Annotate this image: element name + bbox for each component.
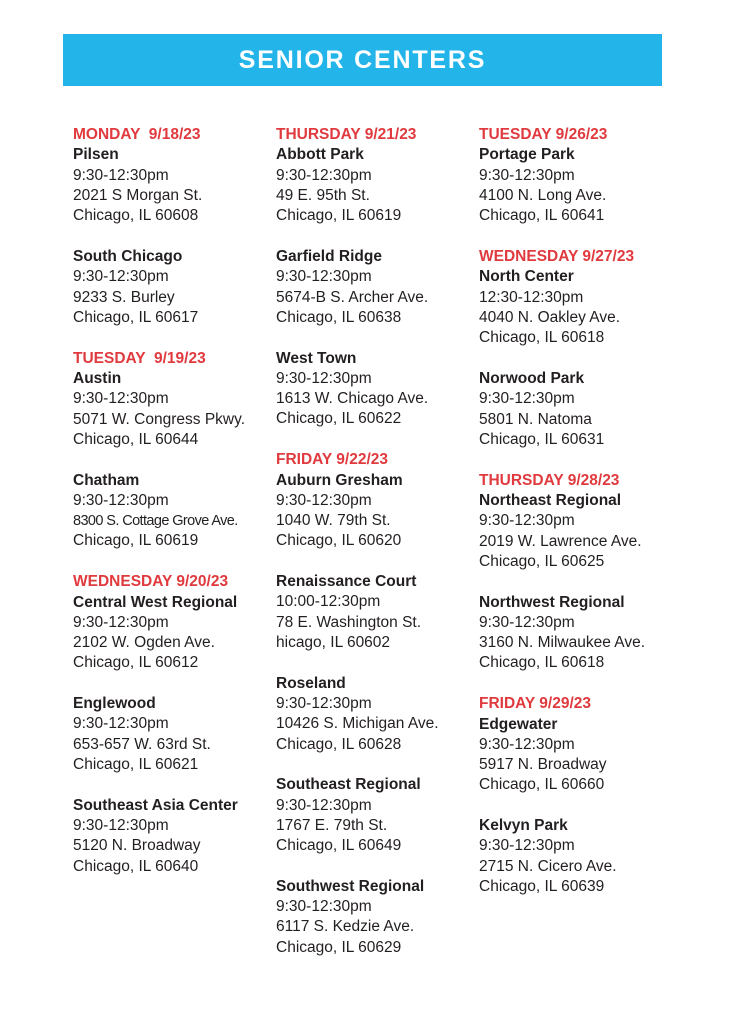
- center-hours: 10:00-12:30pm: [276, 593, 381, 611]
- center-city: Chicago, IL 60644: [73, 430, 199, 448]
- center-hours: 9:30-12:30pm: [73, 816, 169, 834]
- day-heading: TUESDAY 9/19/23: [73, 349, 206, 367]
- center-name: Pilsen: [73, 146, 119, 164]
- title-banner: [63, 34, 662, 86]
- center-address: 5120 N. Broadway: [73, 837, 201, 855]
- center-hours: 9:30-12:30pm: [479, 512, 575, 530]
- center-name: Northwest Regional: [479, 593, 625, 611]
- center-hours: 9:30-12:30pm: [73, 268, 169, 286]
- day-group: [479, 125, 684, 227]
- center-listing: [276, 145, 481, 226]
- center-hours: 9:30-12:30pm: [276, 268, 372, 286]
- day-group: [479, 471, 684, 674]
- center-listing: [73, 471, 278, 552]
- center-name: Portage Park: [479, 146, 575, 164]
- center-listing: [73, 593, 278, 674]
- center-name: West Town: [276, 349, 357, 367]
- center-city: Chicago, IL 60660: [479, 776, 605, 794]
- day-group: [73, 125, 278, 328]
- center-listing: [276, 349, 481, 430]
- center-address: 5801 N. Natoma: [479, 410, 592, 428]
- day-heading: TUESDAY 9/26/23: [479, 126, 608, 143]
- center-name: Edgewater: [479, 715, 558, 733]
- center-city: Chicago, IL 60618: [479, 329, 605, 347]
- center-address: 78 E. Washington St.: [276, 613, 422, 631]
- center-hours: 9:30-12:30pm: [73, 390, 169, 408]
- center-city: Chicago, IL 60608: [73, 207, 199, 225]
- center-listing: [73, 694, 278, 775]
- center-name: Garfield Ridge: [276, 247, 382, 265]
- center-hours: 9:30-12:30pm: [479, 613, 575, 631]
- center-address: 2021 S Morgan St.: [73, 187, 203, 204]
- center-address: 1613 W. Chicago Ave.: [276, 390, 429, 408]
- center-address: 9233 S. Burley: [73, 288, 175, 306]
- center-listing: [479, 491, 684, 572]
- day-heading: FRIDAY 9/22/23: [276, 451, 389, 469]
- center-listing: [73, 145, 278, 226]
- center-hours: 9:30-12:30pm: [276, 898, 372, 916]
- page-title: SENIOR CENTERS: [238, 45, 487, 74]
- center-city: Chicago, IL 60640: [73, 857, 199, 875]
- center-listing: [73, 369, 278, 450]
- day-heading: THURSDAY 9/28/23: [479, 471, 620, 489]
- center-hours: 9:30-12:30pm: [479, 390, 575, 408]
- center-listing: [73, 796, 278, 877]
- center-city: Chicago, IL 60641: [479, 207, 605, 225]
- center-name: North Center: [479, 268, 574, 286]
- center-city: Chicago, IL 60619: [73, 532, 199, 550]
- center-city: Chicago, IL 60629: [276, 938, 402, 956]
- day-heading: WEDNESDAY 9/20/23: [73, 573, 229, 591]
- center-hours: 12:30-12:30pm: [479, 288, 584, 306]
- center-address: 8300 S. Cottage Grove Ave.: [73, 513, 238, 530]
- center-listing: [276, 775, 481, 856]
- center-name: Auburn Gresham: [276, 471, 403, 489]
- center-hours: 9:30-12:30pm: [276, 166, 372, 184]
- center-address: 2102 W. Ogden Ave.: [73, 634, 215, 652]
- center-hours: 9:30-12:30pm: [276, 796, 372, 814]
- center-listing: [479, 267, 684, 348]
- center-city: Chicago, IL 60621: [73, 756, 199, 773]
- center-name: Abbott Park: [276, 146, 364, 164]
- center-address: 653-657 W. 63rd St.: [73, 735, 211, 753]
- center-listing: [479, 145, 684, 226]
- center-hours: 9:30-12:30pm: [276, 491, 372, 509]
- day-group: [73, 572, 278, 877]
- center-listing: [479, 369, 684, 450]
- center-listing: [479, 816, 684, 897]
- center-address: 4040 N. Oakley Ave.: [479, 308, 621, 326]
- center-name: Central West Regional: [73, 593, 238, 611]
- center-hours: 9:30-12:30pm: [73, 166, 169, 184]
- schedule-column-2: [276, 125, 481, 978]
- center-name: Englewood: [73, 695, 156, 713]
- center-listing: [276, 247, 481, 328]
- center-city: Chicago, IL 60631: [479, 430, 605, 448]
- center-city: Chicago, IL 60638: [276, 308, 402, 326]
- center-name: Roseland: [276, 674, 346, 692]
- center-city: Chicago, IL 60628: [276, 735, 402, 753]
- center-address: 4100 N. Long Ave.: [479, 187, 607, 204]
- center-listing: [276, 674, 481, 755]
- center-name: Southeast Regional: [276, 776, 421, 794]
- center-listing: [479, 593, 684, 674]
- day-heading: FRIDAY 9/29/23: [479, 695, 592, 713]
- center-listing: [276, 572, 481, 653]
- center-address: 10426 S. Michigan Ave.: [276, 715, 439, 733]
- center-hours: 9:30-12:30pm: [479, 735, 575, 753]
- schedule-column-1: [73, 125, 278, 897]
- center-city: Chicago, IL 60618: [479, 654, 605, 672]
- center-hours: 9:30-12:30pm: [73, 715, 169, 733]
- center-name: Renaissance Court: [276, 573, 417, 591]
- center-hours: 9:30-12:30pm: [276, 369, 372, 387]
- day-heading: MONDAY 9/18/23: [73, 126, 201, 143]
- day-group: [276, 450, 481, 958]
- center-city: hicago, IL 60602: [276, 634, 391, 652]
- center-name: Kelvyn Park: [479, 817, 568, 835]
- center-name: Southwest Regional: [276, 877, 425, 895]
- center-city: Chicago, IL 60622: [276, 410, 402, 428]
- center-address: 5071 W. Congress Pkwy.: [73, 410, 246, 428]
- center-listing: [276, 877, 481, 958]
- day-heading: THURSDAY 9/21/23: [276, 126, 417, 143]
- center-address: 49 E. 95th St.: [276, 187, 370, 204]
- center-listing: [479, 715, 684, 796]
- center-city: Chicago, IL 60617: [73, 308, 199, 326]
- center-address: 2019 W. Lawrence Ave.: [479, 532, 642, 550]
- center-name: Chatham: [73, 471, 140, 489]
- center-address: 2715 N. Cicero Ave.: [479, 857, 617, 875]
- center-city: Chicago, IL 60639: [479, 877, 605, 895]
- center-hours: 9:30-12:30pm: [73, 491, 169, 509]
- center-address: 1767 E. 79th St.: [276, 816, 388, 834]
- center-city: Chicago, IL 60625: [479, 552, 605, 570]
- center-address: 5917 N. Broadway: [479, 756, 607, 774]
- center-city: Chicago, IL 60620: [276, 532, 402, 550]
- center-hours: 9:30-12:30pm: [276, 695, 372, 712]
- center-city: Chicago, IL 60619: [276, 207, 402, 225]
- center-address: 6117 S. Kedzie Ave.: [276, 918, 415, 936]
- schedule-column-3: [479, 125, 684, 918]
- center-hours: 9:30-12:30pm: [479, 166, 575, 184]
- center-address: 1040 W. 79th St.: [276, 512, 391, 530]
- day-group: [479, 247, 684, 450]
- day-heading: WEDNESDAY 9/27/23: [479, 247, 635, 265]
- day-group: [73, 349, 278, 552]
- center-hours: 9:30-12:30pm: [73, 613, 169, 631]
- center-listing: [276, 471, 481, 552]
- center-name: South Chicago: [73, 247, 183, 265]
- center-city: Chicago, IL 60649: [276, 837, 402, 855]
- center-name: Southeast Asia Center: [73, 796, 238, 814]
- center-address: 3160 N. Milwaukee Ave.: [479, 634, 646, 652]
- center-city: Chicago, IL 60612: [73, 654, 199, 672]
- center-hours: 9:30-12:30pm: [479, 837, 575, 855]
- center-address: 5674-B S. Archer Ave.: [276, 288, 429, 306]
- center-listing: [73, 247, 278, 328]
- center-name: Northeast Regional: [479, 491, 622, 509]
- day-group: [276, 125, 481, 430]
- center-name: Austin: [73, 369, 122, 387]
- day-group: [479, 694, 684, 897]
- center-name: Norwood Park: [479, 369, 585, 387]
